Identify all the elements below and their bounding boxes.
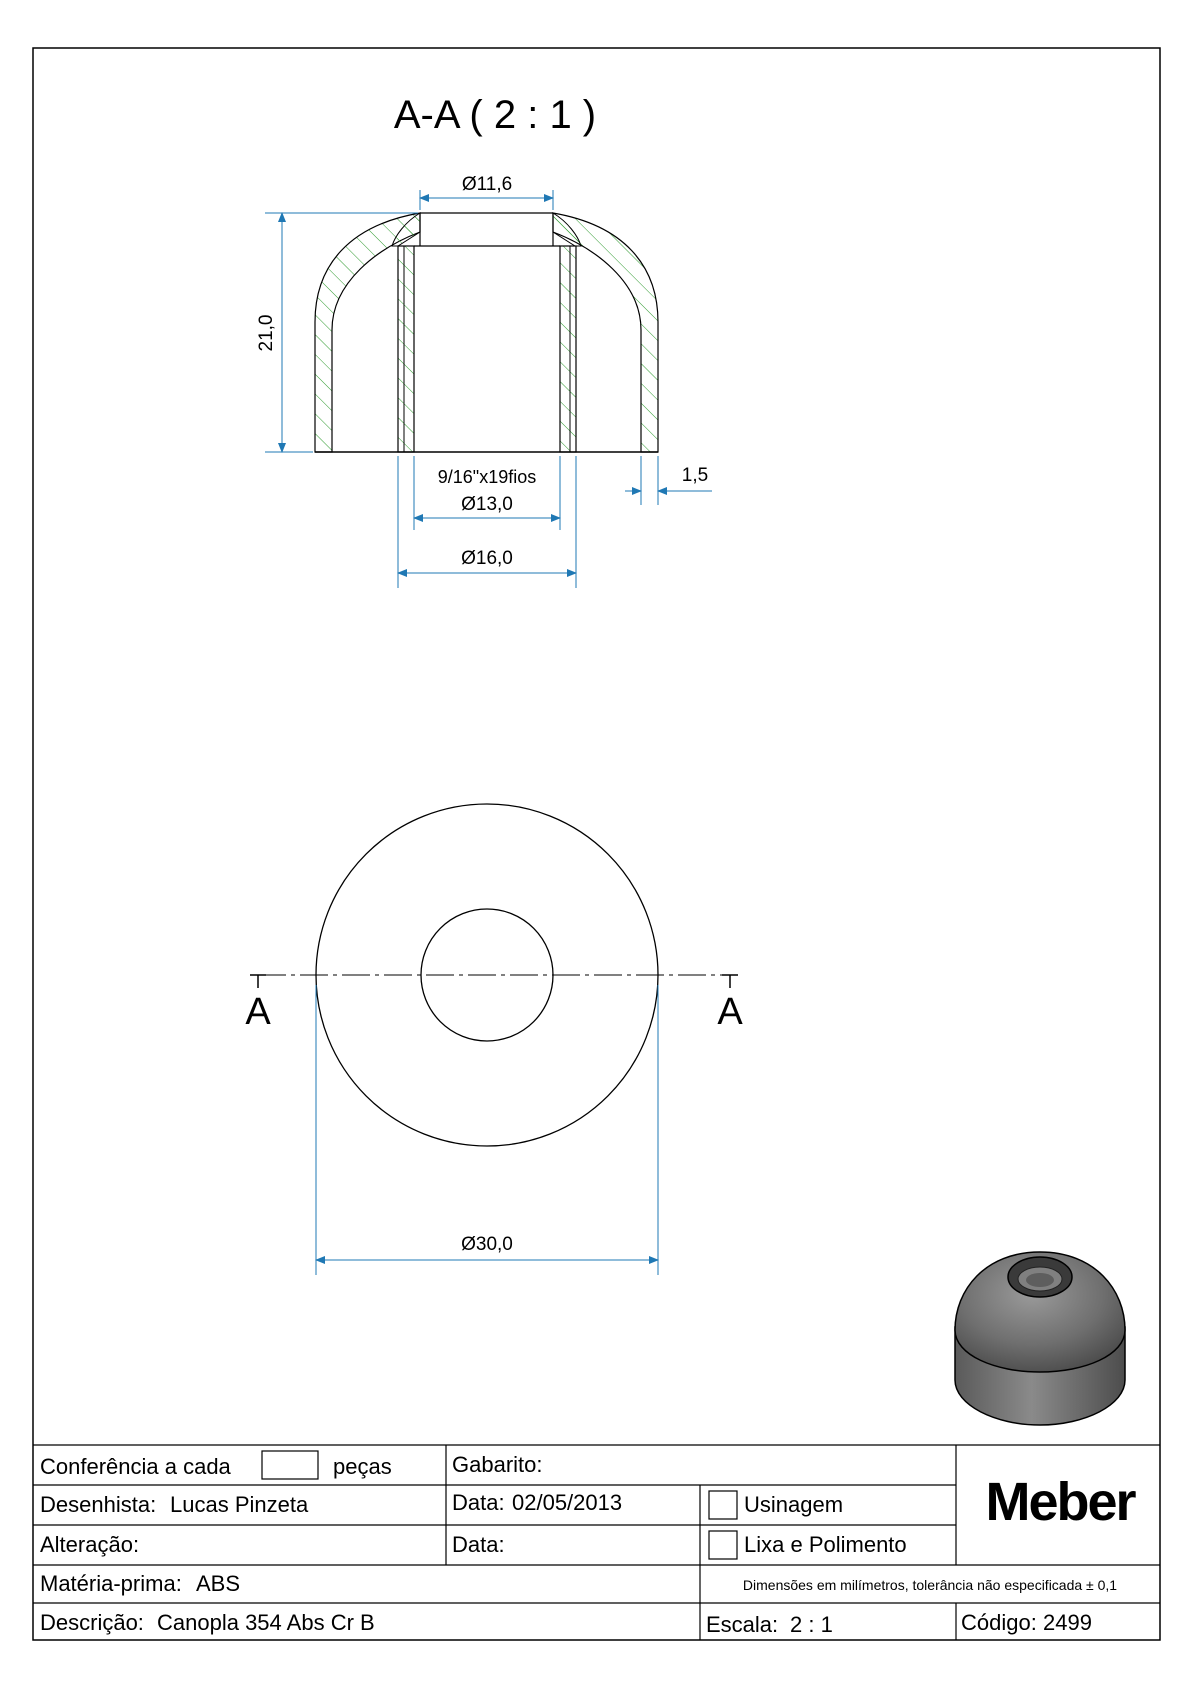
desenhista-label: Desenhista:	[40, 1492, 157, 1517]
codigo-value: 2499	[1043, 1610, 1092, 1635]
plan-dimensions	[316, 985, 658, 1275]
dim-height: 21,0	[256, 314, 277, 352]
lixa-label: Lixa e Polimento	[744, 1532, 907, 1557]
materia-value: ABS	[196, 1571, 241, 1596]
gabarito-label: Gabarito:	[452, 1452, 543, 1477]
data1-label: Data:	[452, 1490, 505, 1515]
meber-logo: Meber	[985, 1472, 1135, 1532]
dim-inner-diameter: Ø16,0	[461, 548, 513, 569]
section-view	[315, 213, 658, 452]
conferencia-label: Conferência a cada	[40, 1454, 231, 1479]
hatch-tube-left	[398, 246, 414, 452]
dim-thread: 9/16"x19fios	[437, 467, 537, 487]
escala-value: 2 : 1	[790, 1612, 833, 1637]
descricao-value: Canopla 354 Abs Cr B	[157, 1610, 375, 1635]
descricao-label: Descrição:	[40, 1610, 144, 1635]
dim-thread-diameter: Ø13,0	[461, 494, 513, 515]
part-3d-preview	[955, 1252, 1125, 1425]
escala-label: Escala:	[706, 1612, 779, 1637]
data1-value: 02/05/2013	[512, 1490, 623, 1515]
data2-label: Data:	[452, 1532, 505, 1557]
section-mark-left: A	[245, 991, 271, 1033]
materia-label: Matéria-prima:	[40, 1571, 182, 1596]
tolerance-note: Dimensões em milímetros, tolerância não especificada ± 0,1	[742, 1577, 1118, 1593]
dim-top-bore: Ø11,6	[461, 174, 513, 195]
hatch-tube-right	[560, 246, 576, 452]
dim-outer-diameter: Ø30,0	[461, 1234, 513, 1255]
desenhista-value: Lucas Pinzeta	[170, 1492, 309, 1517]
alteracao-label: Alteração:	[40, 1532, 140, 1557]
dim-wall: 1,5	[681, 465, 709, 486]
codigo-label: Código:	[961, 1610, 1037, 1635]
section-mark-right: A	[717, 991, 743, 1033]
section-title: A-A ( 2 : 1 )	[393, 93, 597, 137]
usinagem-label: Usinagem	[744, 1492, 844, 1517]
pecas-label: peças	[333, 1454, 392, 1479]
plan-view	[250, 804, 738, 1146]
